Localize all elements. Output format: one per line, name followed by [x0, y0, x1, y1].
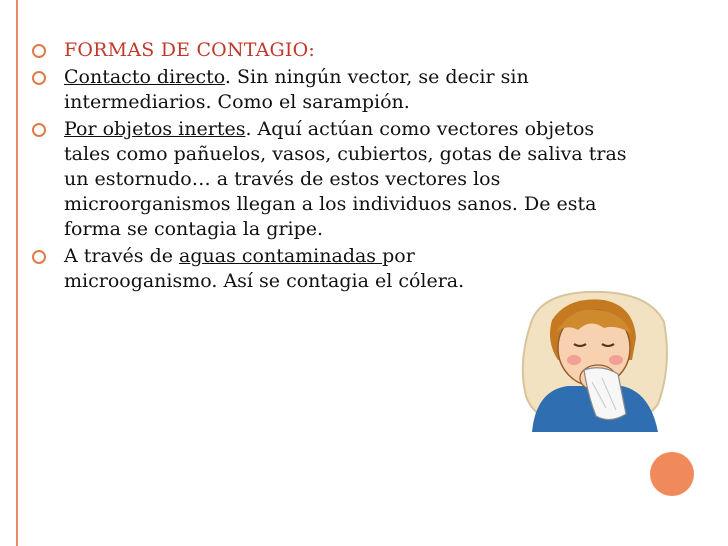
bullet-icon	[32, 250, 46, 264]
bullet-icon	[32, 44, 46, 58]
heading-item	[18, 38, 618, 63]
term-link[interactable]: aguas contaminadas	[179, 245, 383, 267]
term-link[interactable]: Contacto directo	[64, 66, 225, 88]
item-text-before: A través de	[64, 245, 180, 267]
item-text: . Sin ningún vector, se decir sin intermediarios. Como el sarampión.	[64, 66, 529, 113]
bullet-icon	[32, 71, 46, 85]
item-text-after: por microoganismo. Así se contagia el cólera.	[64, 245, 465, 292]
item-text: . Aquí actúan como vectores objetos tales como pañuelos, vasos, cubiertos, gotas de saliva tras un estornudo… a través de estos vectores los microorganismos llegan a los individuos sanos. De esta forma se contagia la gripe.	[64, 118, 627, 240]
sneezing-boy-illustration	[518, 286, 672, 434]
list-item	[18, 244, 524, 294]
bullet-icon	[32, 123, 46, 137]
slide-content	[18, 38, 627, 296]
slide-heading: FORMAS DE CONTAGIO:	[64, 39, 315, 61]
list-item	[18, 65, 618, 115]
term-link[interactable]: Por objetos inertes	[64, 118, 246, 140]
list-item	[18, 117, 629, 242]
decorative-circle	[650, 452, 694, 496]
